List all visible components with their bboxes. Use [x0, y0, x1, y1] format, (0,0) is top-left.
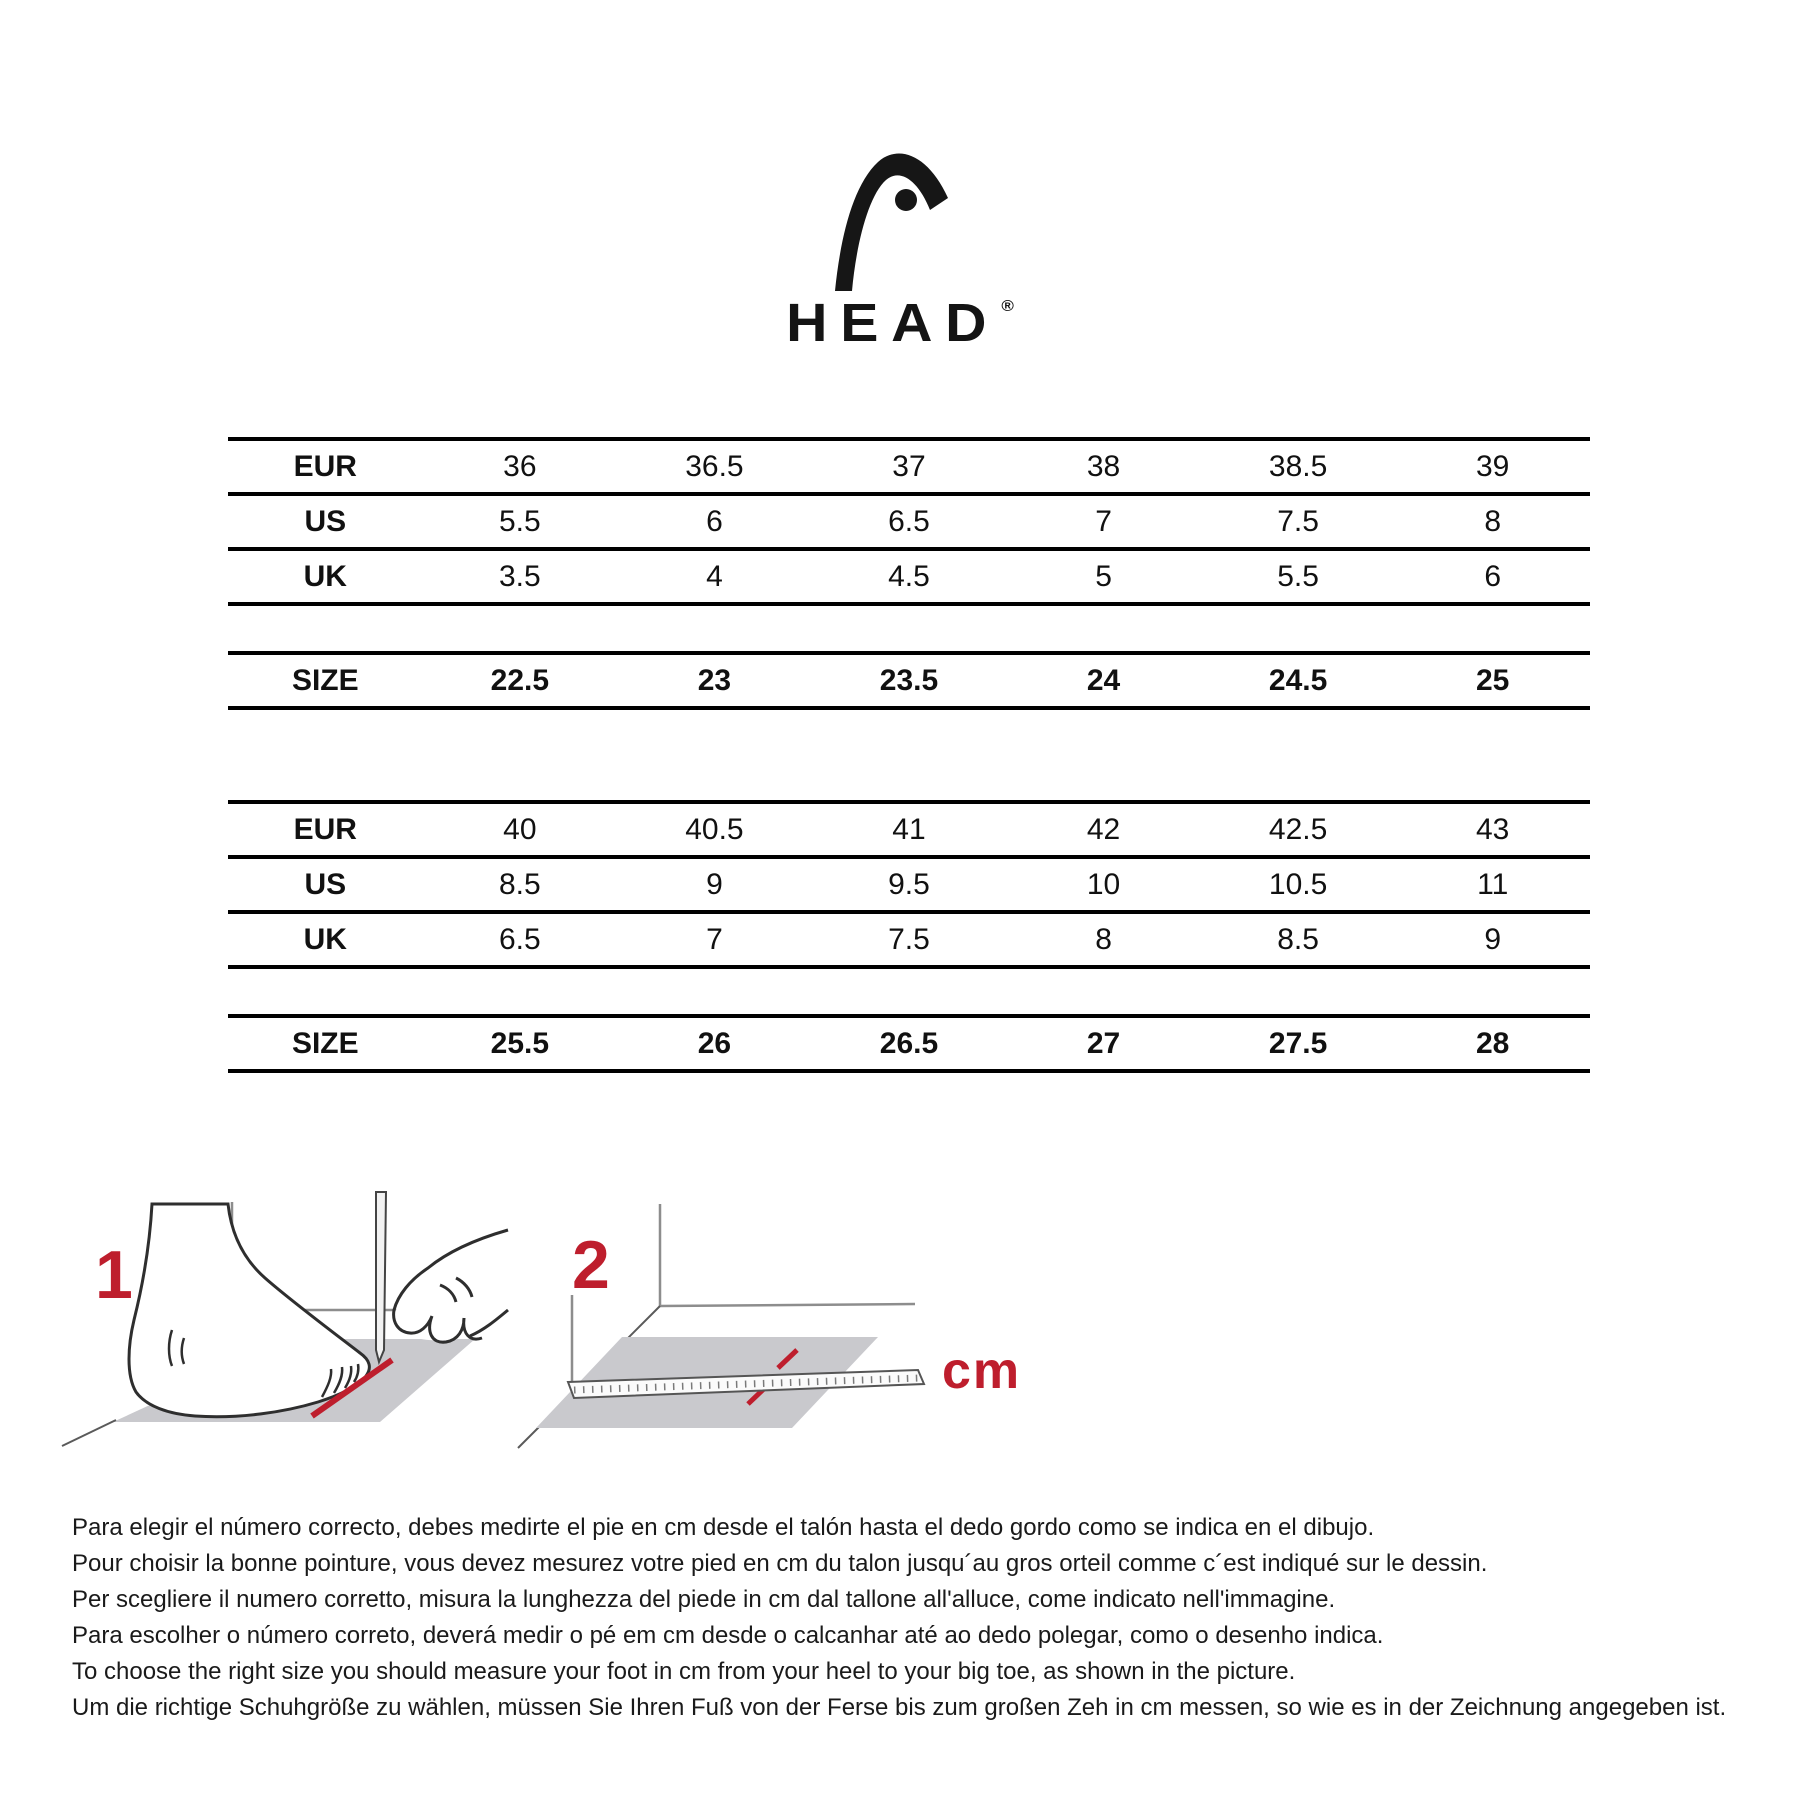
instruction-pt: Para escolher o número correto, deverá medir o pé em cm desde o calcanhar até ao dedo polegar, como o desenho indica. [72, 1622, 1384, 1649]
size-cell: 7 [1095, 504, 1112, 538]
size-cell: 24.5 [1268, 663, 1328, 697]
size-cell: 3.5 [498, 559, 541, 593]
size-cell: 8.5 [1277, 922, 1319, 956]
size-cell: 38 [1086, 449, 1121, 483]
size-cell: 25.5 [490, 1026, 550, 1060]
table-row-uk [228, 549, 1590, 604]
size-cell: 6 [706, 504, 723, 538]
size-table-2 [228, 800, 1590, 1073]
size-cell: 6.5 [498, 922, 541, 956]
size-cell: 10 [1086, 867, 1121, 901]
size-cell: 4.5 [888, 559, 930, 593]
size-cell: 6.5 [888, 504, 930, 538]
size-cell: 24 [1086, 663, 1121, 697]
instruction-de: Um die richtige Schuhgröße zu wählen, müssen Sie Ihren Fuß von der Ferse bis zum großen Zeh in cm messen, so wie es in der Zeichnung angegeben ist. [72, 1694, 1727, 1721]
size-cell: 39 [1476, 449, 1510, 483]
measure-foot-illustration [60, 1190, 510, 1470]
size-cell: 36 [503, 449, 537, 483]
size-cell: 5.5 [498, 504, 541, 538]
size-cell: 22.5 [490, 663, 550, 697]
size-cell: 8 [1095, 922, 1112, 956]
size-cell: 9 [706, 867, 723, 901]
size-cell: 7.5 [888, 922, 930, 956]
size-cell: 5 [1095, 559, 1112, 593]
instruction-en: To choose the right size you should measure your foot in cm from your heel to your big toe, as shown in the picture. [72, 1658, 1296, 1685]
wall-line [660, 1304, 915, 1306]
table-row-size [228, 653, 1590, 708]
size-cell: 40.5 [685, 812, 744, 846]
arch-shape [835, 154, 948, 291]
size-cell: 23.5 [879, 663, 939, 697]
size-cell: 6 [1484, 559, 1502, 593]
row-label: EUR [293, 812, 357, 846]
table-row-eur [228, 439, 1590, 494]
instruction-fr: Pour choisir la bonne pointure, vous devez mesurez votre pied en cm du talon jusqu´au gros orteil comme c´est indiqué sur le dessin. [72, 1550, 1488, 1577]
floor-edge-line [62, 1420, 116, 1446]
size-cell: 4 [706, 559, 723, 593]
size-cell: 26.5 [879, 1026, 939, 1060]
row-label: US [304, 867, 347, 901]
row-label: SIZE [291, 663, 359, 697]
row-label: EUR [293, 449, 357, 483]
arch-dot [895, 189, 917, 211]
size-cell: 11 [1477, 867, 1509, 901]
cm-unit-label: cm [942, 1342, 1022, 1400]
table-gap-row [228, 604, 1590, 653]
head-wordmark [0, 292, 1800, 354]
size-cell: 5.5 [1277, 559, 1319, 593]
size-cell: 9.5 [888, 867, 930, 901]
table-row-us [228, 494, 1590, 549]
row-label: UK [303, 559, 347, 593]
size-table-1 [228, 437, 1590, 710]
table-row-size [228, 1016, 1590, 1071]
size-cell: 25 [1476, 663, 1510, 697]
size-cell: 8 [1484, 504, 1502, 538]
measure-ruler-illustration [510, 1190, 1050, 1470]
row-label: SIZE [291, 1026, 359, 1060]
size-cell: 28 [1476, 1026, 1510, 1060]
table-row-eur [228, 802, 1590, 857]
step-1-number: 1 [95, 1237, 133, 1313]
size-cell: 7.5 [1277, 504, 1319, 538]
size-cell: 27.5 [1268, 1026, 1328, 1060]
size-cell: 43 [1476, 812, 1510, 846]
size-cell: 38.5 [1268, 449, 1328, 483]
size-cell: 23 [697, 663, 732, 697]
pencil-icon [376, 1192, 386, 1362]
row-label: US [304, 504, 347, 538]
table-row-uk [228, 912, 1590, 967]
size-cell: 42 [1086, 812, 1121, 846]
registered-mark: ® [1001, 298, 1014, 315]
size-cell: 26 [697, 1026, 732, 1060]
size-cell: 10.5 [1268, 867, 1328, 901]
step-2-number: 2 [572, 1227, 610, 1303]
table-gap-row [228, 967, 1590, 1016]
size-cell: 7 [706, 922, 723, 956]
brand-name: HEAD [786, 293, 1000, 353]
table-row-us [228, 857, 1590, 912]
row-label: UK [303, 922, 347, 956]
instructions-block [72, 1516, 1782, 1732]
size-cell: 9 [1484, 922, 1502, 956]
size-cell: 8.5 [498, 867, 541, 901]
size-cell: 41 [892, 812, 926, 846]
head-logo-arch-icon [830, 146, 960, 296]
size-cell: 36.5 [685, 449, 744, 483]
instruction-it: Per scegliere il numero corretto, misura la lunghezza del piede in cm dal tallone all'alluce, come indicato nell'immagine. [72, 1586, 1336, 1613]
instruction-es: Para elegir el número correcto, debes medirte el pie en cm desde el talón hasta el dedo gordo como se indica en el dibujo. [72, 1514, 1375, 1541]
size-cell: 40 [503, 812, 537, 846]
size-cell: 37 [892, 449, 926, 483]
size-cell: 42.5 [1268, 812, 1328, 846]
size-cell: 27 [1086, 1026, 1121, 1060]
